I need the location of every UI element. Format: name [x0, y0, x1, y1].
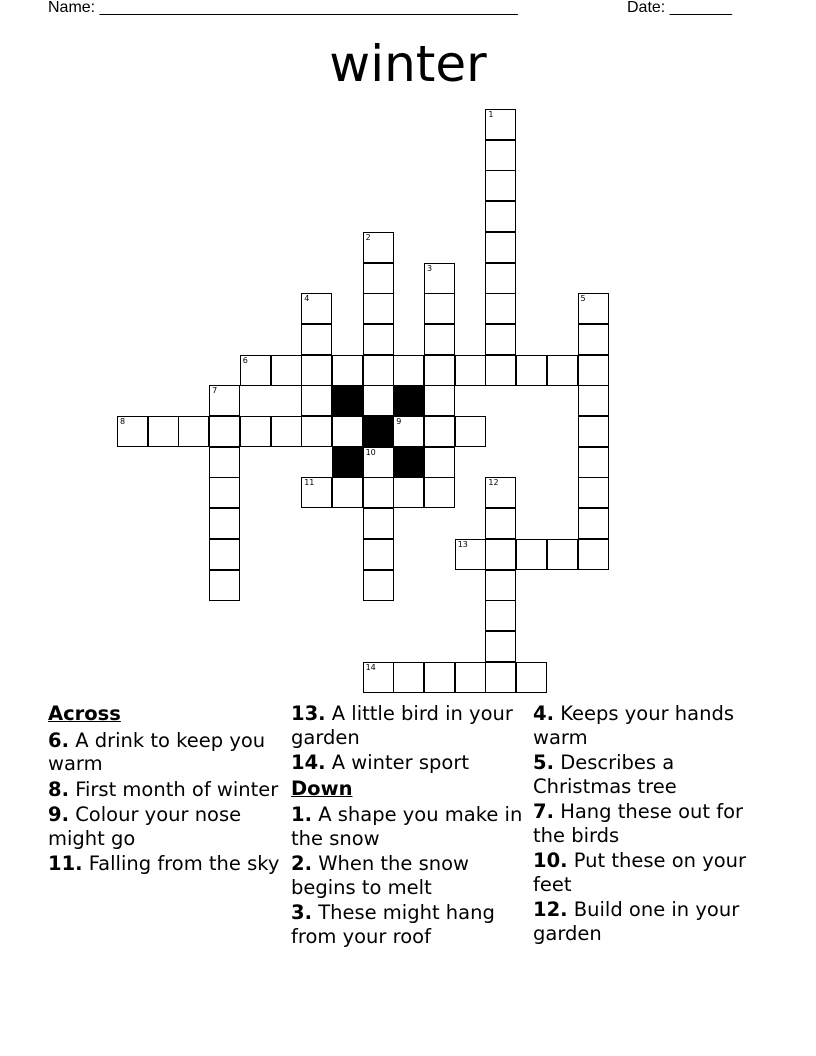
- clue-text: These might hang from your roof: [291, 901, 495, 948]
- grid-cell[interactable]: [578, 416, 609, 447]
- cell-number: 1: [488, 110, 494, 119]
- clue-down-10: [533, 849, 773, 896]
- grid-cell[interactable]: [578, 385, 609, 416]
- grid-cell[interactable]: [516, 539, 547, 570]
- grid-cell[interactable]: [578, 539, 609, 570]
- clue-across-8: [48, 778, 280, 802]
- grid-cell[interactable]: [363, 477, 394, 508]
- grid-cell[interactable]: [301, 416, 332, 447]
- grid-cell[interactable]: [424, 416, 455, 447]
- grid-cell[interactable]: [209, 416, 240, 447]
- grid-cell[interactable]: [363, 324, 394, 355]
- clue-text: A winter sport: [331, 751, 470, 774]
- grid-cell[interactable]: [424, 355, 455, 386]
- clue-number: 1.: [291, 803, 312, 826]
- clue-down-4: [533, 702, 773, 749]
- grid-cell[interactable]: [209, 477, 240, 508]
- grid-cell[interactable]: [424, 263, 455, 294]
- grid-cell[interactable]: [485, 293, 516, 324]
- grid-cell[interactable]: [485, 170, 516, 201]
- clue-number: 10.: [533, 849, 568, 872]
- grid-cell[interactable]: [363, 508, 394, 539]
- grid-cell[interactable]: [578, 447, 609, 478]
- grid-cell[interactable]: [485, 109, 516, 140]
- name-field[interactable]: Name: _______________________________________________: [48, 0, 518, 16]
- grid-cell[interactable]: [485, 662, 516, 693]
- grid-cell[interactable]: [485, 201, 516, 232]
- clue-down-2: [291, 852, 523, 899]
- date-field[interactable]: Date: _______: [627, 0, 732, 16]
- cell-number: 7: [212, 386, 218, 396]
- grid-cell[interactable]: [363, 662, 394, 693]
- page-title: winter: [329, 35, 487, 93]
- grid-cell[interactable]: [516, 662, 547, 693]
- clue-text: First month of winter: [75, 777, 279, 801]
- clue-column-3: [533, 702, 773, 947]
- clue-text: Hang these out for the birds: [533, 800, 744, 847]
- grid-cell[interactable]: [455, 539, 486, 570]
- clue-across-6: [48, 729, 280, 776]
- grid-cell[interactable]: [332, 477, 363, 508]
- grid-cell[interactable]: [578, 477, 609, 508]
- clue-down-1: [291, 803, 523, 850]
- grid-cell[interactable]: [117, 416, 148, 447]
- clue-down-12: [533, 898, 773, 945]
- grid-cell[interactable]: [393, 662, 424, 693]
- clue-number: 14.: [291, 751, 326, 774]
- clue-number: 6.: [48, 728, 69, 752]
- cell-number: 11: [304, 478, 315, 488]
- clue-column-1: [48, 702, 280, 878]
- clue-down-7: [533, 800, 773, 847]
- grid-cell[interactable]: [363, 447, 394, 478]
- grid-cell[interactable]: [485, 140, 516, 171]
- clue-down-3: [291, 901, 523, 948]
- grid-cell[interactable]: [424, 477, 455, 508]
- grid-block: [332, 385, 363, 416]
- grid-cell[interactable]: [424, 385, 455, 416]
- grid-cell[interactable]: [363, 293, 394, 324]
- grid-cell[interactable]: [178, 416, 209, 447]
- clue-number: 5.: [533, 751, 554, 774]
- clue-text: A shape you make in the snow: [291, 803, 523, 850]
- grid-cell[interactable]: [209, 539, 240, 570]
- clue-text: Describes a Christmas tree: [533, 751, 677, 798]
- grid-cell[interactable]: [301, 293, 332, 324]
- grid-cell[interactable]: [578, 355, 609, 386]
- grid-cell[interactable]: [209, 447, 240, 478]
- clue-text: Colour your nose might go: [48, 803, 242, 850]
- clue-number: 12.: [533, 898, 568, 921]
- clue-number: 4.: [533, 702, 554, 725]
- cell-number: 4: [304, 294, 310, 304]
- clue-text: Keeps your hands warm: [533, 702, 734, 749]
- clue-number: 8.: [48, 777, 69, 801]
- grid-cell[interactable]: [209, 508, 240, 539]
- grid-cell[interactable]: [485, 508, 516, 539]
- grid-cell[interactable]: [485, 570, 516, 601]
- grid-cell[interactable]: [424, 324, 455, 355]
- grid-cell[interactable]: [485, 631, 516, 662]
- grid-cell[interactable]: [424, 447, 455, 478]
- grid-cell[interactable]: [393, 355, 424, 386]
- grid-cell[interactable]: [363, 385, 394, 416]
- grid-cell[interactable]: [301, 477, 332, 508]
- grid-cell[interactable]: [393, 477, 424, 508]
- cell-number: 9: [396, 417, 402, 426]
- cell-number: 10: [365, 447, 376, 457]
- clue-text: Falling from the sky: [88, 852, 280, 875]
- down-heading: Down: [291, 776, 353, 800]
- grid-cell[interactable]: [547, 539, 578, 570]
- cell-number: 5: [580, 294, 586, 304]
- grid-cell[interactable]: [271, 416, 302, 447]
- grid-cell[interactable]: [578, 508, 609, 539]
- grid-cell[interactable]: [578, 293, 609, 324]
- grid-cell[interactable]: [209, 570, 240, 601]
- clue-number: 9.: [48, 803, 69, 826]
- grid-cell[interactable]: [578, 324, 609, 355]
- grid-cell[interactable]: [332, 355, 363, 386]
- grid-block: [393, 385, 424, 416]
- grid-cell[interactable]: [424, 293, 455, 324]
- grid-cell[interactable]: [301, 385, 332, 416]
- cell-number: 8: [120, 417, 126, 426]
- grid-cell[interactable]: [363, 539, 394, 570]
- grid-block: [332, 447, 363, 478]
- clue-number: 3.: [291, 901, 312, 924]
- grid-cell[interactable]: [485, 477, 516, 508]
- grid-cell[interactable]: [301, 324, 332, 355]
- clue-number: 13.: [291, 702, 326, 725]
- clue-text: A little bird in your garden: [291, 702, 513, 749]
- clue-across-11: [48, 852, 280, 876]
- grid-cell[interactable]: [455, 416, 486, 447]
- clue-across-13: [291, 702, 523, 749]
- grid-cell[interactable]: [363, 263, 394, 294]
- grid-cell[interactable]: [240, 416, 271, 447]
- grid-cell[interactable]: [363, 355, 394, 386]
- clue-number: 2.: [291, 852, 312, 875]
- grid-cell[interactable]: [148, 416, 179, 447]
- clue-number: 11.: [48, 852, 83, 875]
- grid-cell[interactable]: [485, 263, 516, 294]
- grid-cell[interactable]: [485, 539, 516, 570]
- grid-block: [363, 416, 394, 447]
- clue-across-14: [291, 751, 523, 775]
- clue-number: 7.: [533, 800, 554, 823]
- grid-cell[interactable]: [363, 232, 394, 263]
- grid-cell[interactable]: [485, 232, 516, 263]
- cell-number: 2: [365, 232, 371, 242]
- grid-cell[interactable]: [393, 416, 424, 447]
- grid-block: [393, 447, 424, 478]
- clue-text: When the snow begins to melt: [291, 852, 469, 899]
- grid-cell[interactable]: [424, 662, 455, 693]
- grid-cell[interactable]: [516, 355, 547, 386]
- grid-cell[interactable]: [455, 355, 486, 386]
- grid-cell[interactable]: [209, 385, 240, 416]
- cell-number: 3: [427, 263, 433, 273]
- clue-text: Put these on your feet: [533, 849, 747, 896]
- grid-cell[interactable]: [485, 355, 516, 386]
- clue-column-2: [291, 702, 523, 950]
- grid-cell[interactable]: [363, 570, 394, 601]
- clue-text: A drink to keep you warm: [48, 728, 266, 775]
- grid-cell[interactable]: [547, 355, 578, 386]
- cell-number: 6: [242, 355, 248, 365]
- grid-cell[interactable]: [271, 355, 302, 386]
- clue-text: Build one in your garden: [533, 898, 740, 945]
- cell-number: 14: [365, 662, 376, 672]
- clue-across-9: [48, 803, 280, 850]
- grid-cell[interactable]: [332, 416, 363, 447]
- grid-cell[interactable]: [485, 600, 516, 631]
- clue-down-5: [533, 751, 773, 798]
- cell-number: 12: [488, 478, 499, 488]
- cell-number: 13: [457, 539, 468, 549]
- grid-cell[interactable]: [485, 324, 516, 355]
- grid-cell[interactable]: [240, 355, 271, 386]
- across-heading: Across: [48, 702, 121, 725]
- grid-cell[interactable]: [455, 662, 486, 693]
- grid-cell[interactable]: [301, 355, 332, 386]
